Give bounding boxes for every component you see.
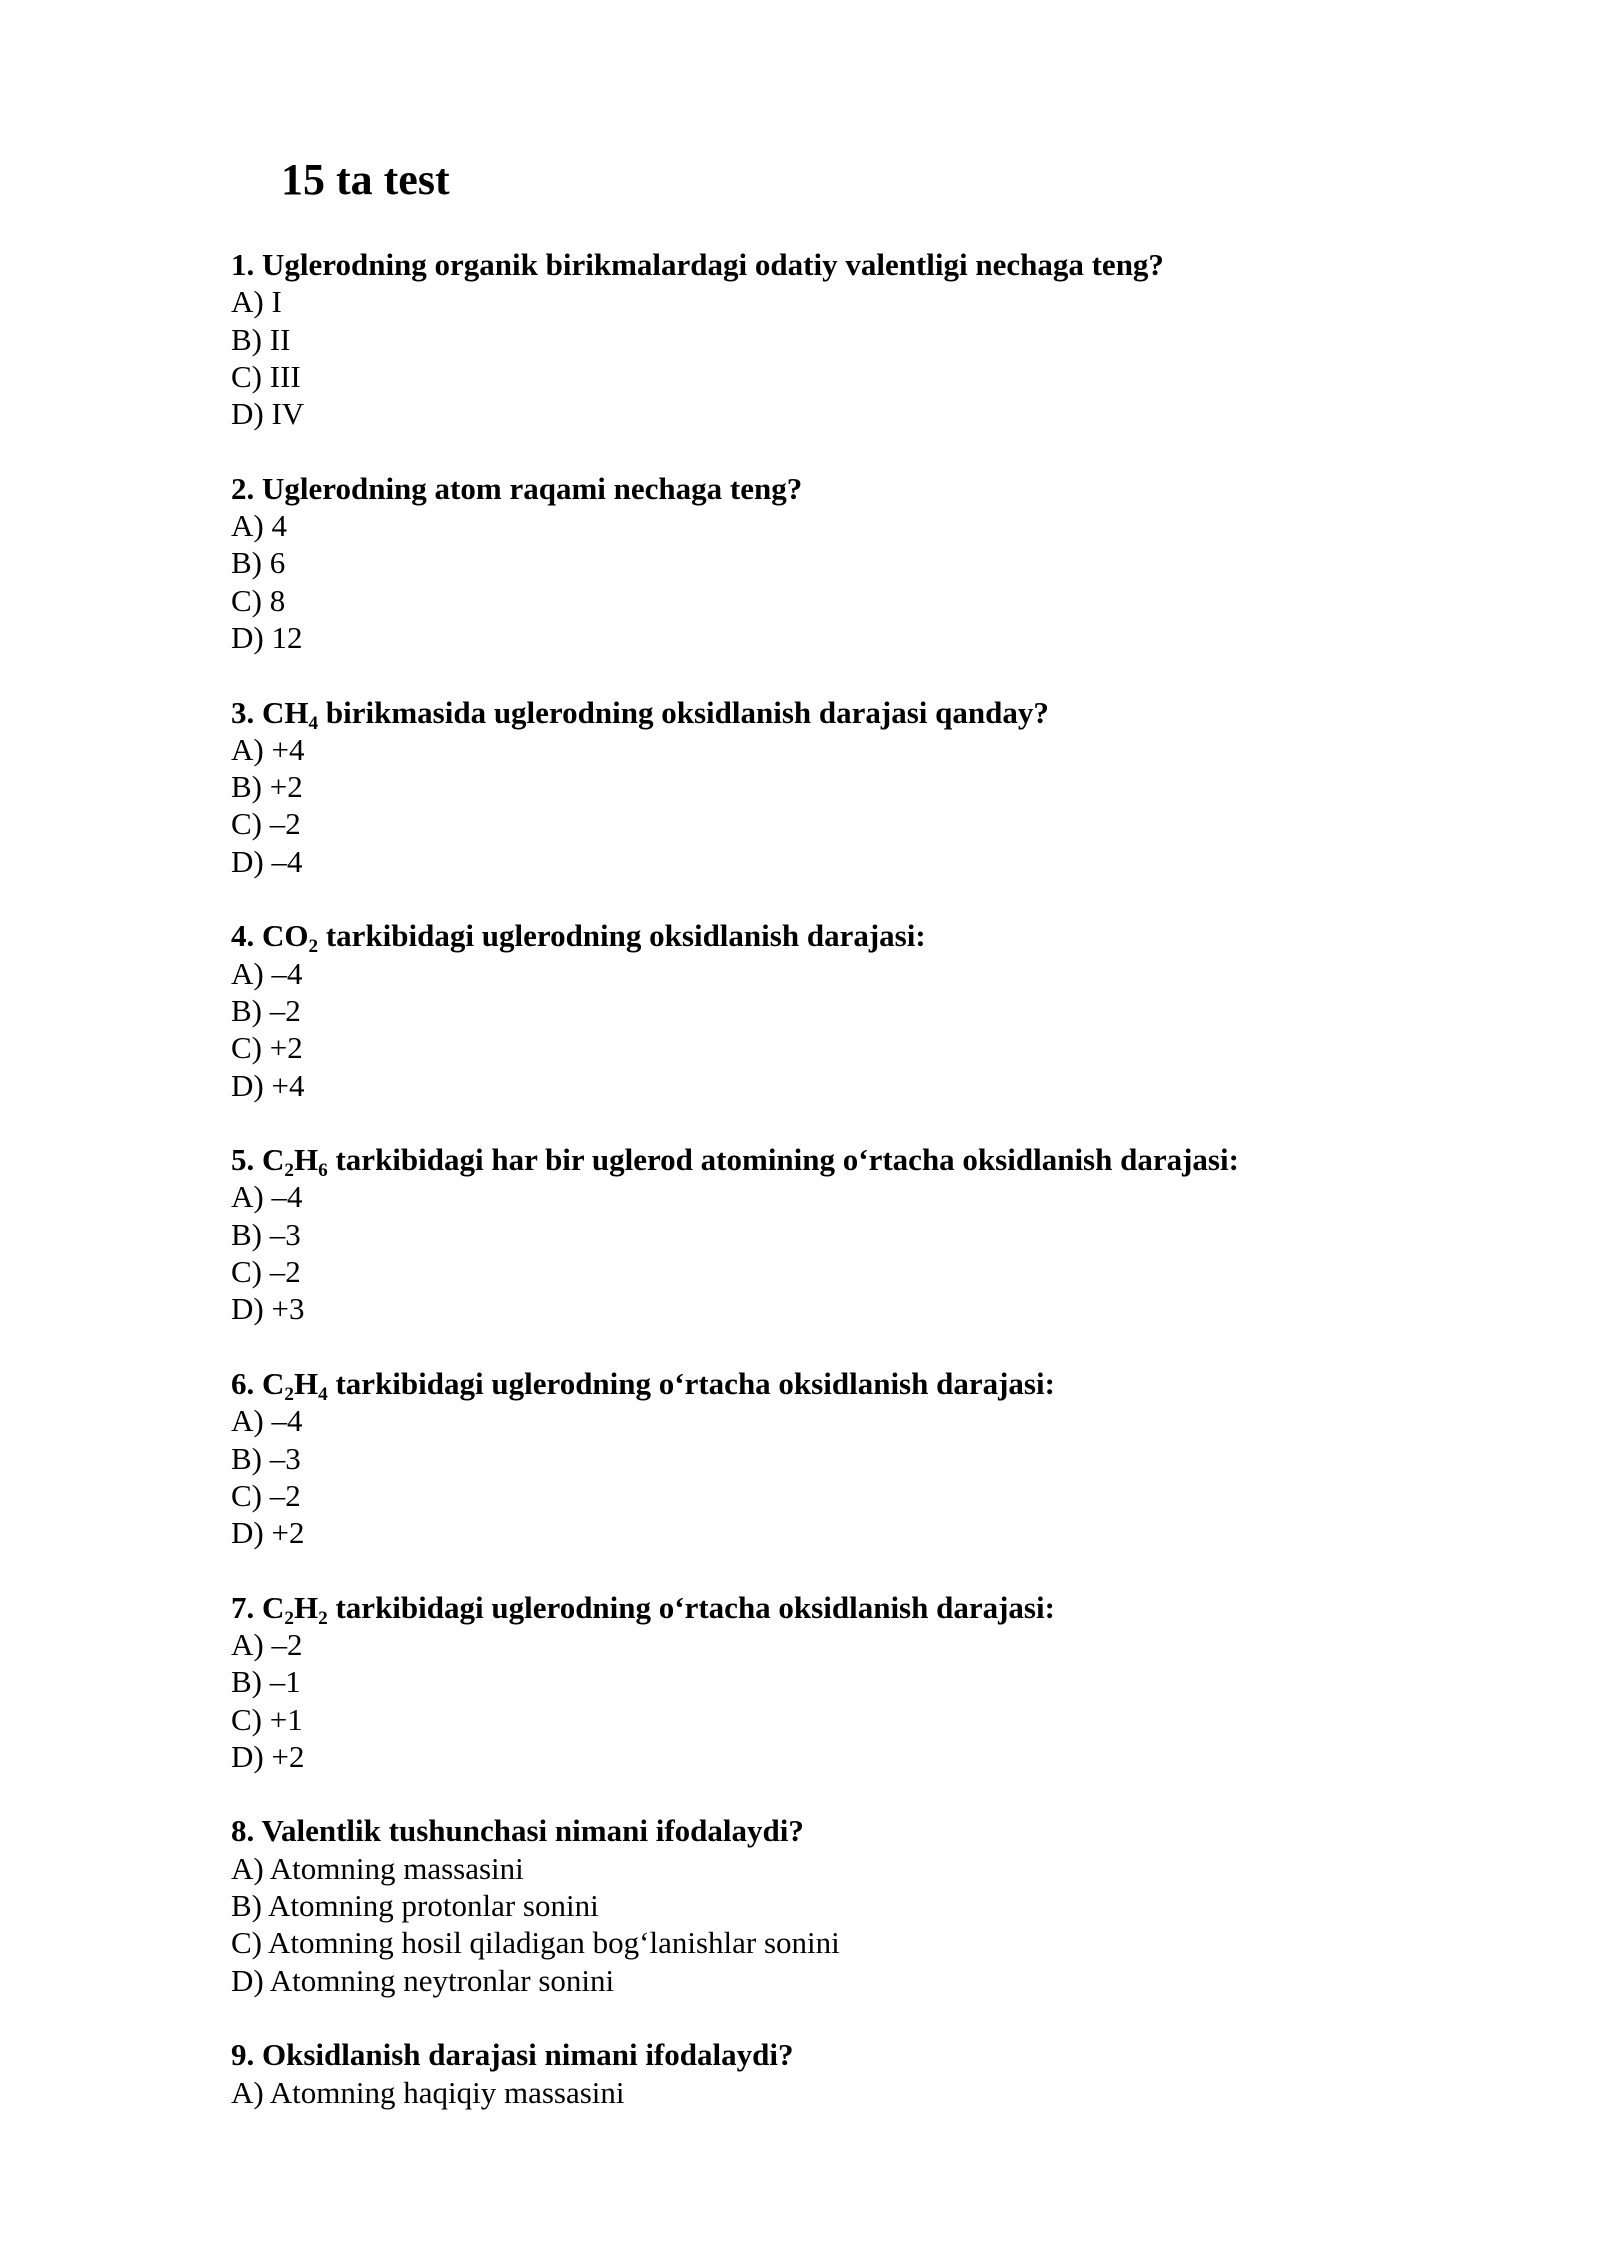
question-text-part: Uglerodning organik birikmalardagi odatiy valentligi nechaga teng? xyxy=(262,247,1164,282)
question-text-part: C xyxy=(262,1142,285,1178)
question-block xyxy=(231,1812,1551,1998)
answer-option: C) –2 xyxy=(231,1254,301,1290)
answer-option: D) 12 xyxy=(231,619,303,655)
answer-option: A) –2 xyxy=(231,1626,303,1662)
question-number: 2. xyxy=(231,470,262,506)
question-text-part: C xyxy=(262,1365,285,1401)
question-number: 6. xyxy=(231,1365,262,1401)
answer-option: B) –3 xyxy=(231,1440,301,1476)
answer-option: D) IV xyxy=(231,396,305,432)
answer-option: D) Atomning neytronlar sonini xyxy=(231,1962,615,1998)
answer-option: C) 8 xyxy=(231,582,286,618)
answer-option: C) III xyxy=(231,358,301,394)
question-block xyxy=(231,917,1551,1103)
answer-option: B) –2 xyxy=(231,992,301,1028)
answer-option: C) Atomning hosil qiladigan bog‘lanishlar sonini xyxy=(231,1925,840,1961)
question-text-part: CO xyxy=(262,918,309,954)
answer-option: D) –4 xyxy=(231,843,303,879)
question-text-part: tarkibidagi uglerodning o‘rtacha oksidlanish darajasi: xyxy=(327,1365,1055,1401)
question-text xyxy=(231,917,1551,958)
question-text xyxy=(231,1141,1551,1181)
answer-option: C) +2 xyxy=(231,1030,303,1066)
answer-option: C) –2 xyxy=(231,1477,301,1513)
question-text-part: tarkibidagi uglerodning o‘rtacha oksidlanish darajasi: xyxy=(327,1589,1055,1625)
subscript: 4 xyxy=(308,712,319,734)
question-block xyxy=(231,1365,1551,1551)
subscript: 4 xyxy=(318,1383,328,1405)
answer-option: C) –2 xyxy=(231,806,301,842)
answer-option: A) I xyxy=(231,284,282,320)
answer-option: C) +1 xyxy=(231,1701,303,1737)
subscript: 2 xyxy=(318,1607,328,1629)
question-text xyxy=(231,246,1551,283)
question-number: 3. xyxy=(231,694,262,730)
question-text xyxy=(231,1589,1551,1629)
question-text xyxy=(231,1365,1551,1405)
subscript: 6 xyxy=(318,1159,328,1181)
answer-option: B) –3 xyxy=(231,1216,301,1252)
question-number: 9. xyxy=(231,2037,262,2073)
answer-option: A) Atomning massasini xyxy=(231,1850,524,1886)
question-block xyxy=(231,470,1551,656)
question-number: 8. xyxy=(231,1813,262,1849)
answer-option: B) II xyxy=(231,321,291,357)
subscript: 2 xyxy=(284,1607,294,1629)
subscript: 2 xyxy=(308,936,319,958)
question-text xyxy=(231,2036,1551,2073)
answer-option: A) –4 xyxy=(231,955,303,991)
answer-option: B) 6 xyxy=(231,545,286,581)
question-text-part: Uglerodning atom raqami nechaga teng? xyxy=(262,470,803,506)
question-text-part: CH xyxy=(262,694,309,730)
question-block xyxy=(231,1589,1551,1775)
question-text-part: Valentlik tushunchasi nimani ifodalaydi? xyxy=(261,1813,804,1849)
question-block xyxy=(231,2036,1551,2111)
answer-option: B) +2 xyxy=(231,769,303,805)
answer-option: A) Atomning haqiqiy massasini xyxy=(231,2074,625,2110)
question-text xyxy=(231,694,1551,734)
answer-option: A) 4 xyxy=(231,508,287,544)
answer-option: A) –4 xyxy=(231,1403,303,1439)
answer-option: D) +4 xyxy=(231,1067,305,1103)
question-block xyxy=(231,246,1551,432)
answer-option: B) –1 xyxy=(231,1664,301,1700)
question-block xyxy=(231,694,1551,880)
question-text-part: H xyxy=(294,1589,319,1625)
question-text-part: tarkibidagi har bir uglerod atomining o‘rtacha oksidlanish darajasi: xyxy=(327,1142,1239,1178)
answer-option: D) +3 xyxy=(231,1291,305,1327)
page-title: 15 ta test xyxy=(281,155,450,204)
answer-option: A) +4 xyxy=(231,731,305,767)
answer-option: A) –4 xyxy=(231,1179,303,1215)
answer-option: B) Atomning protonlar sonini xyxy=(231,1888,599,1924)
question-text-part: H xyxy=(294,1365,319,1401)
answer-option: D) +2 xyxy=(231,1515,305,1551)
question-number: 4. xyxy=(231,918,262,954)
question-list xyxy=(231,246,1551,2148)
question-text-part: Oksidlanish darajasi nimani ifodalaydi? xyxy=(262,2037,794,2073)
question-text-part: H xyxy=(294,1142,319,1178)
question-text xyxy=(231,1812,1551,1849)
question-text-part: C xyxy=(262,1589,285,1625)
answer-option: D) +2 xyxy=(231,1738,305,1774)
question-text xyxy=(231,470,1551,507)
subscript: 2 xyxy=(284,1159,294,1181)
question-number: 7. xyxy=(231,1589,262,1625)
question-text-part: birikmasida uglerodning oksidlanish darajasi qanday? xyxy=(318,694,1049,730)
question-number: 5. xyxy=(231,1142,262,1178)
question-number: 1. xyxy=(231,247,262,282)
question-text-part: tarkibidagi uglerodning oksidlanish darajasi: xyxy=(318,918,926,954)
subscript: 2 xyxy=(284,1383,294,1405)
question-block xyxy=(231,1141,1551,1327)
